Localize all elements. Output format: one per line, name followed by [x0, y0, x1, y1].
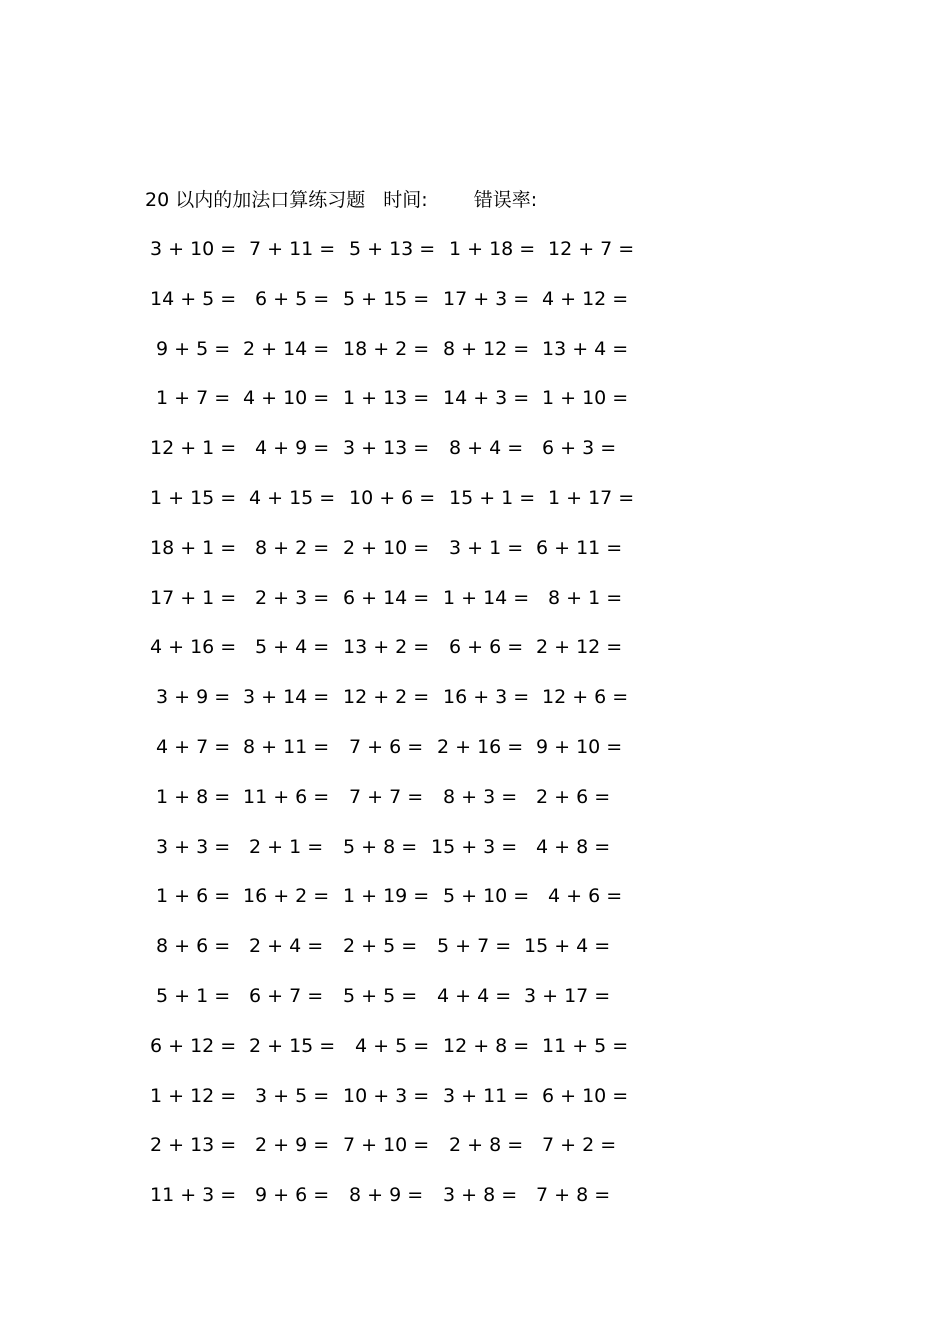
problem-item: 16 + 3 = — [443, 686, 530, 709]
problem-item: 4 + 8 = — [536, 835, 611, 858]
problem-item: 2 + 15 = — [249, 1034, 336, 1057]
problem-item: 12 + 7 = — [548, 238, 635, 260]
problem-item: 9 + 5 = — [156, 337, 231, 360]
problem-item: 3 + 11 = — [443, 1084, 530, 1107]
problem-item: 1 + 13 = — [343, 387, 430, 410]
problem-item: 8 + 4 = — [449, 437, 524, 460]
problem-item: 8 + 9 = — [349, 1184, 424, 1207]
problem-item: 5 + 15 = — [343, 287, 430, 310]
problem-item: 4 + 5 = — [355, 1034, 430, 1057]
problem-item: 4 + 7 = — [156, 736, 231, 758]
problem-item: 4 + 4 = — [437, 985, 512, 1007]
problem-item: 4 + 6 = — [548, 885, 623, 908]
problem-item: 11 + 3 = — [150, 1184, 237, 1207]
problem-item: 8 + 6 = — [156, 935, 231, 958]
problem-item: 9 + 10 = — [536, 736, 623, 758]
problem-item: 12 + 8 = — [443, 1034, 530, 1057]
problem-item: 1 + 19 = — [343, 885, 430, 908]
problem-item: 3 + 13 = — [343, 437, 430, 460]
problem-item: 2 + 4 = — [249, 935, 324, 958]
problem-item: 11 + 6 = — [243, 785, 330, 808]
problem-item: 6 + 7 = — [249, 985, 324, 1007]
problem-item: 1 + 7 = — [156, 387, 231, 410]
problem-item: 3 + 14 = — [243, 686, 330, 709]
problem-item: 10 + 3 = — [343, 1084, 430, 1107]
problem-item: 2 + 14 = — [243, 337, 330, 360]
problem-item: 12 + 6 = — [542, 686, 629, 709]
problem-item: 5 + 13 = — [349, 238, 436, 260]
problem-item: 13 + 2 = — [343, 636, 430, 659]
problem-item: 8 + 3 = — [443, 785, 518, 808]
problem-item: 2 + 3 = — [255, 586, 330, 609]
problem-item: 9 + 6 = — [255, 1184, 330, 1207]
problem-item: 7 + 10 = — [343, 1134, 430, 1157]
time-label: 时间: — [383, 189, 428, 211]
problem-item: 7 + 6 = — [349, 736, 424, 758]
problem-item: 8 + 11 = — [243, 736, 330, 758]
problem-item: 2 + 16 = — [437, 736, 524, 758]
problem-item: 14 + 3 = — [443, 387, 530, 410]
problem-item: 7 + 7 = — [349, 785, 424, 808]
error-rate-label: 错误率: — [473, 189, 538, 211]
problem-item: 18 + 1 = — [150, 536, 237, 559]
problem-item: 2 + 1 = — [249, 835, 324, 858]
problem-item: 1 + 15 = — [150, 487, 237, 509]
problem-item: 17 + 3 = — [443, 287, 530, 310]
problem-item: 1 + 14 = — [443, 586, 530, 609]
problem-item: 8 + 2 = — [255, 536, 330, 559]
problem-item: 1 + 17 = — [548, 487, 635, 509]
problem-item: 4 + 16 = — [150, 636, 237, 659]
problem-item: 3 + 1 = — [449, 536, 524, 559]
problem-item: 13 + 4 = — [542, 337, 629, 360]
problem-item: 3 + 3 = — [156, 835, 231, 858]
problem-item: 12 + 2 = — [343, 686, 430, 709]
problem-item: 5 + 5 = — [343, 985, 418, 1007]
problem-item: 15 + 1 = — [449, 487, 536, 509]
problem-item: 12 + 1 = — [150, 437, 237, 460]
problem-item: 6 + 3 = — [542, 437, 617, 460]
problem-item: 5 + 8 = — [343, 835, 418, 858]
problem-item: 3 + 17 = — [524, 985, 611, 1007]
problem-item: 4 + 12 = — [542, 287, 629, 310]
problem-item: 11 + 5 = — [542, 1034, 629, 1057]
problem-item: 2 + 13 = — [150, 1134, 237, 1157]
problem-item: 7 + 11 = — [249, 238, 336, 260]
problem-item: 5 + 10 = — [443, 885, 530, 908]
problem-item: 15 + 4 = — [524, 935, 611, 958]
problem-item: 1 + 10 = — [542, 387, 629, 410]
problem-item: 17 + 1 = — [150, 586, 237, 609]
problem-item: 10 + 6 = — [349, 487, 436, 509]
problem-item: 8 + 12 = — [443, 337, 530, 360]
problem-item: 16 + 2 = — [243, 885, 330, 908]
problem-item: 3 + 10 = — [150, 238, 237, 260]
problem-item: 7 + 2 = — [542, 1134, 617, 1157]
problem-item: 5 + 1 = — [156, 985, 231, 1007]
problem-item: 6 + 14 = — [343, 586, 430, 609]
problem-item: 6 + 11 = — [536, 536, 623, 559]
problem-item: 3 + 9 = — [156, 686, 231, 709]
problem-item: 15 + 3 = — [431, 835, 518, 858]
worksheet-title: 20 以内的加法口算练习题 — [145, 189, 366, 211]
problem-item: 6 + 10 = — [542, 1084, 629, 1107]
problem-item: 4 + 9 = — [255, 437, 330, 460]
problem-item: 2 + 8 = — [449, 1134, 524, 1157]
problem-item: 1 + 8 = — [156, 785, 231, 808]
problem-item: 5 + 4 = — [255, 636, 330, 659]
problem-item: 1 + 18 = — [449, 238, 536, 260]
problem-item: 8 + 1 = — [548, 586, 623, 609]
problem-item: 2 + 12 = — [536, 636, 623, 659]
problem-item: 6 + 5 = — [255, 287, 330, 310]
problem-item: 2 + 5 = — [343, 935, 418, 958]
problem-item: 4 + 15 = — [249, 487, 336, 509]
problem-item: 1 + 12 = — [150, 1084, 237, 1107]
problem-item: 1 + 6 = — [156, 885, 231, 908]
problem-item: 7 + 8 = — [536, 1184, 611, 1207]
problem-item: 18 + 2 = — [343, 337, 430, 360]
problem-item: 2 + 6 = — [536, 785, 611, 808]
problem-item: 3 + 8 = — [443, 1184, 518, 1207]
problem-item: 5 + 7 = — [437, 935, 512, 958]
problem-item: 4 + 10 = — [243, 387, 330, 410]
problem-item: 6 + 6 = — [449, 636, 524, 659]
problem-item: 3 + 5 = — [255, 1084, 330, 1107]
problem-item: 2 + 9 = — [255, 1134, 330, 1157]
problem-item: 6 + 12 = — [150, 1034, 237, 1057]
problem-item: 14 + 5 = — [150, 287, 237, 310]
problem-item: 2 + 10 = — [343, 536, 430, 559]
